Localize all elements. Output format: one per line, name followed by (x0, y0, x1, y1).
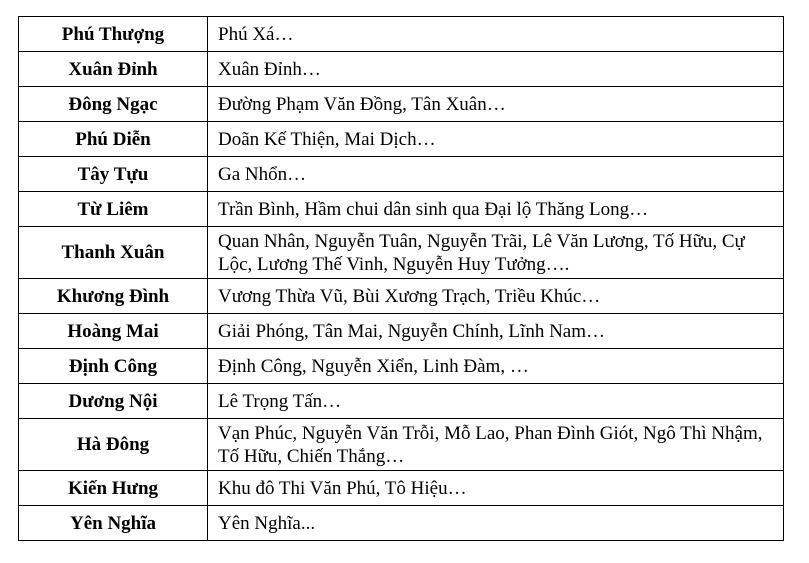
ward-street-table (18, 16, 784, 541)
ward-name-cell: Yên Nghĩa (19, 506, 208, 541)
table-row (19, 506, 784, 541)
table-row (19, 279, 784, 314)
ward-name-cell: Đông Ngạc (19, 87, 208, 122)
table-row (19, 314, 784, 349)
streets-cell: Giải Phóng, Tân Mai, Nguyễn Chính, Lĩnh Nam… (208, 314, 784, 349)
ward-name-cell: Từ Liêm (19, 192, 208, 227)
streets-cell: Xuân Đỉnh… (208, 52, 784, 87)
ward-name-cell: Kiến Hưng (19, 471, 208, 506)
table-row (19, 471, 784, 506)
streets-cell: Khu đô Thi Văn Phú, Tô Hiệu… (208, 471, 784, 506)
table-row (19, 122, 784, 157)
streets-cell: Doãn Kế Thiện, Mai Dịch… (208, 122, 784, 157)
streets-cell: Định Công, Nguyễn Xiển, Linh Đàm, … (208, 349, 784, 384)
table-row (19, 419, 784, 471)
ward-name-cell: Khương Đình (19, 279, 208, 314)
ward-name-cell: Hà Đông (19, 419, 208, 471)
streets-cell: Vạn Phúc, Nguyễn Văn Trỗi, Mỗ Lao, Phan Đình Giót, Ngô Thì Nhậm, Tố Hữu, Chiến Thắng… (208, 419, 784, 471)
streets-cell: Trần Bình, Hầm chui dân sinh qua Đại lộ Thăng Long… (208, 192, 784, 227)
table-row (19, 157, 784, 192)
table-row (19, 349, 784, 384)
table-row (19, 384, 784, 419)
ward-name-cell: Hoàng Mai (19, 314, 208, 349)
table-row (19, 52, 784, 87)
ward-name-cell: Tây Tựu (19, 157, 208, 192)
ward-name-cell: Thanh Xuân (19, 227, 208, 279)
streets-cell: Quan Nhân, Nguyễn Tuân, Nguyễn Trãi, Lê Văn Lương, Tố Hữu, Cự Lộc, Lương Thế Vinh, Nguyễn Huy Tưởng…. (208, 227, 784, 279)
table-row (19, 87, 784, 122)
table-body (19, 17, 784, 541)
table-row (19, 227, 784, 279)
ward-name-cell: Định Công (19, 349, 208, 384)
table-row (19, 192, 784, 227)
streets-cell: Ga Nhổn… (208, 157, 784, 192)
streets-cell: Vương Thừa Vũ, Bùi Xương Trạch, Triều Khúc… (208, 279, 784, 314)
streets-cell: Phú Xá… (208, 17, 784, 52)
ward-name-cell: Xuân Đỉnh (19, 52, 208, 87)
streets-cell: Đường Phạm Văn Đồng, Tân Xuân… (208, 87, 784, 122)
streets-cell: Yên Nghĩa... (208, 506, 784, 541)
ward-name-cell: Phú Thượng (19, 17, 208, 52)
streets-cell: Lê Trọng Tấn… (208, 384, 784, 419)
ward-name-cell: Phú Diễn (19, 122, 208, 157)
ward-name-cell: Dương Nội (19, 384, 208, 419)
table-row (19, 17, 784, 52)
